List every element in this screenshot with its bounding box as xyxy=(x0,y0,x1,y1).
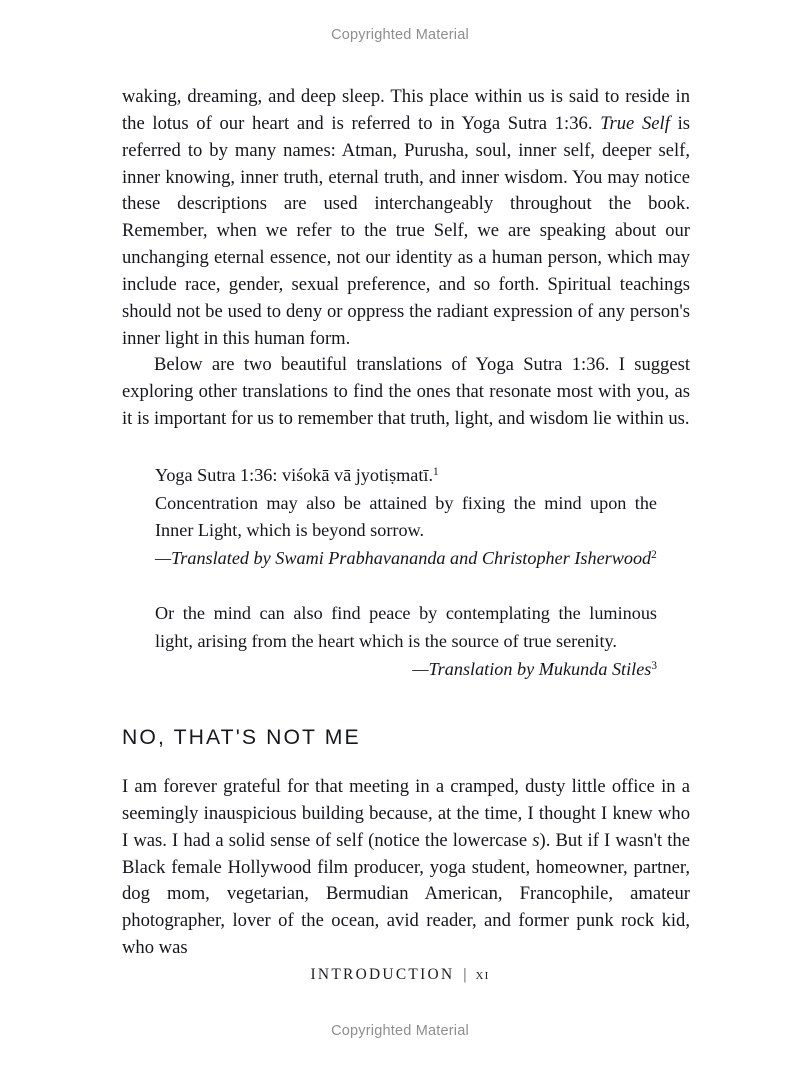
block-quote-1 xyxy=(155,462,657,572)
section-body xyxy=(122,774,690,962)
section-paragraph-italic-s: s xyxy=(532,829,540,851)
quote-1-sanskrit-line xyxy=(155,462,657,490)
footnote-marker-3: 3 xyxy=(651,659,657,672)
footnote-marker-2: 2 xyxy=(651,548,657,561)
quote-2-attribution xyxy=(155,656,657,684)
copyright-watermark-top: Copyrighted Material xyxy=(331,27,469,43)
running-foot-title: INTRODUCTION xyxy=(310,966,455,983)
paragraph-1-text-part-2: is referred to by many names: Atman, Purusha, soul, inner self, deeper self, inner knowing, inner truth, eternal truth, and inner wisdom. You may notice these descriptions are used interchangeably throughout the book. Remember, when we refer to the true Self, we are speaking about our unchanging eternal essence, not our identity as a human person, which may include race, gender, sexual preference, and so forth. Spiritual teachings should not be used to deny or oppress the radiant expression of any person's inner light in this human form. xyxy=(122,112,690,349)
running-foot xyxy=(0,966,800,984)
section-heading: NO, THAT'S NOT ME xyxy=(122,726,361,749)
quote-1-translation: Concentration may also be attained by fixing the mind upon the Inner Light, which is beyond sorrow. xyxy=(155,492,657,541)
body-paragraph-2: Below are two beautiful translations of Yoga Sutra 1:36. I suggest exploring other translations to find the ones that resonate most with you, as it is important for us to remember that truth, light, and wisdom lie within us. xyxy=(122,354,690,430)
page-folio-number: xi xyxy=(475,966,490,983)
section-paragraph-text-part-2: ). But if I wasn't the Black female Hollywood film producer, yoga student, homeowner, partner, dog mom, vegetarian, Bermudian American, Francophile, amateur photographer, lover of the ocean, avid reader, and former punk rock kid, who was xyxy=(122,829,690,959)
copyright-watermark-bottom: Copyrighted Material xyxy=(331,1023,469,1039)
block-quote-2 xyxy=(155,600,657,683)
quote-1-sanskrit-text: Yoga Sutra 1:36: viśokā vā jyotiṣmatī. xyxy=(155,464,434,485)
quote-1-attribution xyxy=(155,545,657,573)
quote-1-attribution-text: —Translated by Swami Prabhavananda and Christopher Isherwood xyxy=(155,547,652,568)
page-text-block xyxy=(122,84,690,959)
section-paragraph-1 xyxy=(122,774,690,962)
section-paragraph-text-part-1: I am forever grateful for that meeting in a cramped, dusty little office in a seemingly inauspicious building because, at the time, I thought I knew who I was. I had a solid sense of self (notice the lowercase xyxy=(122,776,690,851)
body-paragraph-1 xyxy=(122,84,690,352)
running-foot-separator: | xyxy=(463,966,467,983)
quote-2-attribution-text: —Translation by Mukunda Stiles xyxy=(412,658,652,679)
footnote-marker-1: 1 xyxy=(433,466,439,479)
paragraph-1-text-part-1: waking, dreaming, and deep sleep. This place within us is said to reside in the lotus of our heart and is referred to in Yoga Sutra 1:36. xyxy=(122,86,690,134)
paragraph-1-italic-true-self: True Self xyxy=(600,112,670,134)
quote-2-translation: Or the mind can also find peace by contemplating the luminous light, arising from the heart which is the source of true serenity. xyxy=(155,603,657,651)
